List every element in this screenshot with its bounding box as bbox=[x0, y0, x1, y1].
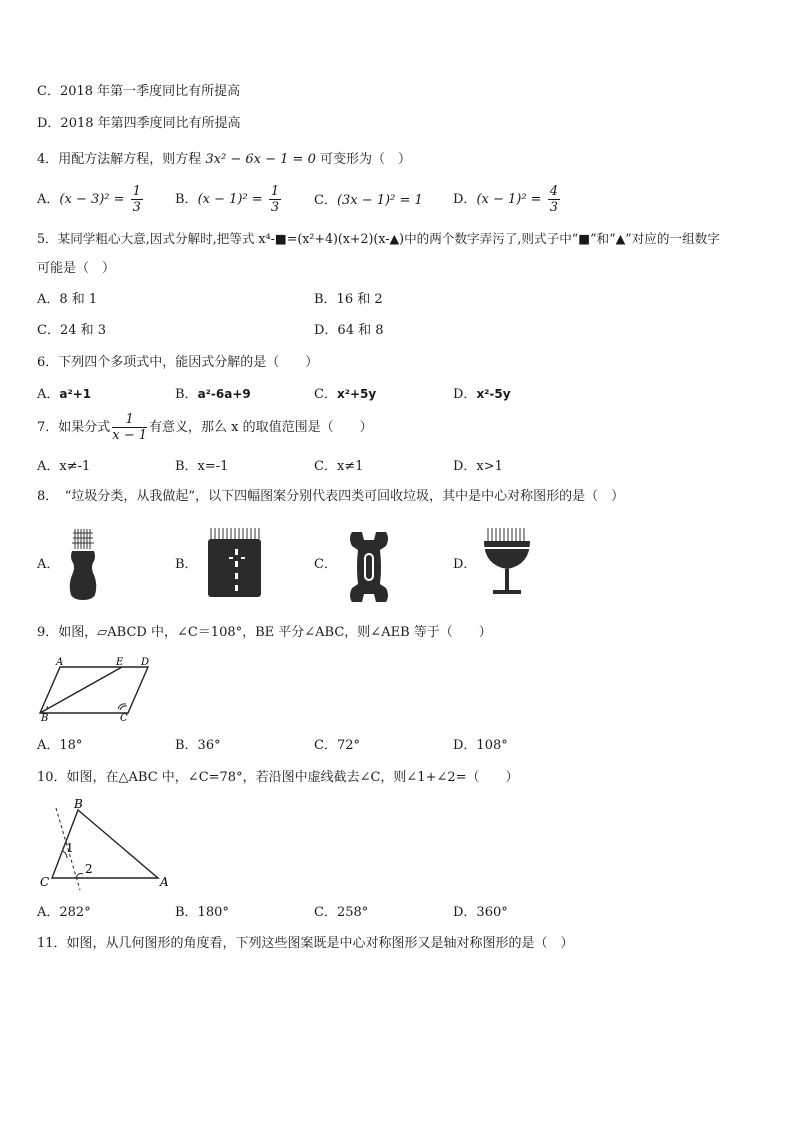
q4-option-d-label: D． bbox=[453, 192, 477, 207]
q4-option-a-label: A． bbox=[37, 192, 60, 207]
q10-option-b: B．180° bbox=[175, 905, 229, 920]
fraction-denominator: 3 bbox=[132, 200, 141, 215]
q4-stem-post: 可变形为（ ） bbox=[315, 152, 411, 167]
q3-option-d: D．2018 年第四季度同比有所提高 bbox=[37, 116, 241, 131]
q6-option-d-label: D． bbox=[453, 387, 477, 402]
q4-option-a-expr: (x − 3)² = bbox=[59, 192, 129, 207]
label-a: A bbox=[56, 657, 64, 668]
q7-stem-post: 有意义，那么 x 的取值范围是（ ） bbox=[149, 420, 373, 435]
q8-option-b-label: B． bbox=[175, 557, 198, 572]
q8-stem: 8． “垃圾分类，从我做起”，以下四幅图案分别代表四类可回收垃圾，其中是中心对称图形的是（ ） bbox=[37, 489, 625, 504]
q6-option-c bbox=[314, 385, 376, 404]
label-c: C bbox=[120, 713, 128, 723]
angle-2-label: 2 bbox=[85, 862, 93, 876]
label-e: E bbox=[116, 657, 124, 668]
q10-option-c: C．258° bbox=[314, 905, 369, 920]
q9-option-a: A．18° bbox=[37, 738, 83, 753]
angle-1-label: 1 bbox=[66, 841, 74, 855]
q5-stem-line1: 5．某同学粗心大意,因式分解时,把等式 x⁴-■=(x²+4)(x+2)(x-▲)中的两个数字弄污了,则式子中“■”和“▲”对应的一组数字 bbox=[37, 231, 720, 246]
paper-notebook-icon bbox=[205, 527, 263, 599]
q9-stem: 9．如图，▱ABCD 中，∠C＝108°，BE 平分∠ABC，则∠AEB 等于（ ） bbox=[37, 625, 492, 640]
q9-parallelogram-figure bbox=[36, 657, 156, 723]
q8-option-a-label: A． bbox=[37, 557, 60, 572]
q6-option-d bbox=[453, 385, 511, 404]
q7-stem-pre: 7．如果分式 bbox=[37, 420, 111, 435]
q5-stem-line2: 可能是（ ） bbox=[37, 261, 116, 276]
q6-option-b-expr: a²-6a+9 bbox=[197, 387, 251, 401]
q9-option-d: D．108° bbox=[453, 738, 508, 753]
q7-option-c: C．x≠1 bbox=[314, 459, 364, 474]
label-b: B bbox=[41, 713, 49, 723]
q6-option-a-expr: a²+1 bbox=[59, 387, 92, 401]
q6-option-a-label: A． bbox=[37, 387, 60, 402]
q5-option-b: B．16 和 2 bbox=[314, 292, 383, 307]
q4-option-c-expr: (3x − 1)² = 1 bbox=[336, 193, 423, 208]
q4-option-b-label: B． bbox=[175, 192, 198, 207]
fraction-numerator: 4 bbox=[549, 184, 558, 199]
q5-option-a: A．8 和 1 bbox=[37, 292, 98, 307]
q5-option-d: D．64 和 8 bbox=[314, 323, 384, 338]
q4-option-d-fraction bbox=[548, 184, 560, 215]
q7-option-d: D．x>1 bbox=[453, 459, 503, 474]
q7-fraction bbox=[112, 412, 147, 443]
fraction-denominator: 3 bbox=[270, 200, 280, 215]
fraction-numerator: 1 bbox=[270, 184, 280, 199]
q6-option-a bbox=[37, 385, 91, 404]
wine-glass-icon bbox=[480, 527, 534, 597]
wrench-metal-icon bbox=[344, 530, 394, 604]
q4-stem-pre: 4．用配方法解方程，则方程 bbox=[37, 152, 206, 167]
q8-option-d-label: D． bbox=[453, 557, 477, 572]
fraction-denominator: 3 bbox=[549, 200, 558, 215]
q11-stem: 11．如图，从几何图形的角度看，下列这些图案既是中心对称图形又是轴对称图形的是（ ） bbox=[37, 936, 574, 951]
q4-option-c-label: C． bbox=[314, 193, 337, 208]
q6-option-d-expr: x²-5y bbox=[476, 387, 511, 401]
q9-option-c: C．72° bbox=[314, 738, 360, 753]
q9-option-b: B．36° bbox=[175, 738, 221, 753]
q7-option-a: A．x≠-1 bbox=[37, 459, 91, 474]
bottle-icon bbox=[66, 527, 100, 601]
fraction-numerator: 1 bbox=[132, 184, 141, 199]
q4-option-a bbox=[37, 184, 145, 215]
q3-option-c: C．2018 年第一季度同比有所提高 bbox=[37, 84, 241, 99]
label-a: A bbox=[160, 875, 169, 889]
label-c: C bbox=[40, 875, 50, 889]
q4-option-a-fraction bbox=[131, 184, 143, 215]
q7-stem bbox=[37, 412, 373, 443]
q8-option-c-label: C． bbox=[314, 557, 337, 572]
label-b: B bbox=[74, 797, 83, 811]
q4-equation: 3x² − 6x − 1 = 0 bbox=[205, 152, 316, 167]
q7-option-b: B．x=-1 bbox=[175, 459, 229, 474]
q10-triangle-figure bbox=[36, 796, 176, 892]
label-d: D bbox=[141, 657, 150, 668]
q4-option-c bbox=[314, 192, 423, 210]
q5-option-c: C．24 和 3 bbox=[37, 323, 107, 338]
q4-option-b-fraction bbox=[269, 184, 281, 215]
q4-stem bbox=[37, 151, 411, 169]
q6-option-b-label: B． bbox=[175, 387, 198, 402]
fraction-numerator: 1 bbox=[112, 412, 147, 428]
q10-option-a: A．282° bbox=[37, 905, 91, 920]
q6-stem: 6．下列四个多项式中，能因式分解的是（ ） bbox=[37, 355, 319, 370]
q6-option-c-label: C． bbox=[314, 387, 337, 402]
q4-option-d bbox=[453, 184, 562, 215]
q4-option-b bbox=[175, 184, 283, 215]
fraction-denominator: x − 1 bbox=[112, 428, 148, 443]
q4-option-b-expr: (x − 1)² = bbox=[197, 192, 267, 207]
q10-stem: 10．如图，在△ABC 中，∠C=78°，若沿图中虚线截去∠C，则∠1+∠2=（ ） bbox=[37, 770, 519, 785]
q4-option-d-expr: (x − 1)² = bbox=[476, 192, 546, 207]
q6-option-b bbox=[175, 385, 251, 404]
q6-option-c-expr: x²+5y bbox=[336, 387, 377, 401]
q10-option-d: D．360° bbox=[453, 905, 508, 920]
